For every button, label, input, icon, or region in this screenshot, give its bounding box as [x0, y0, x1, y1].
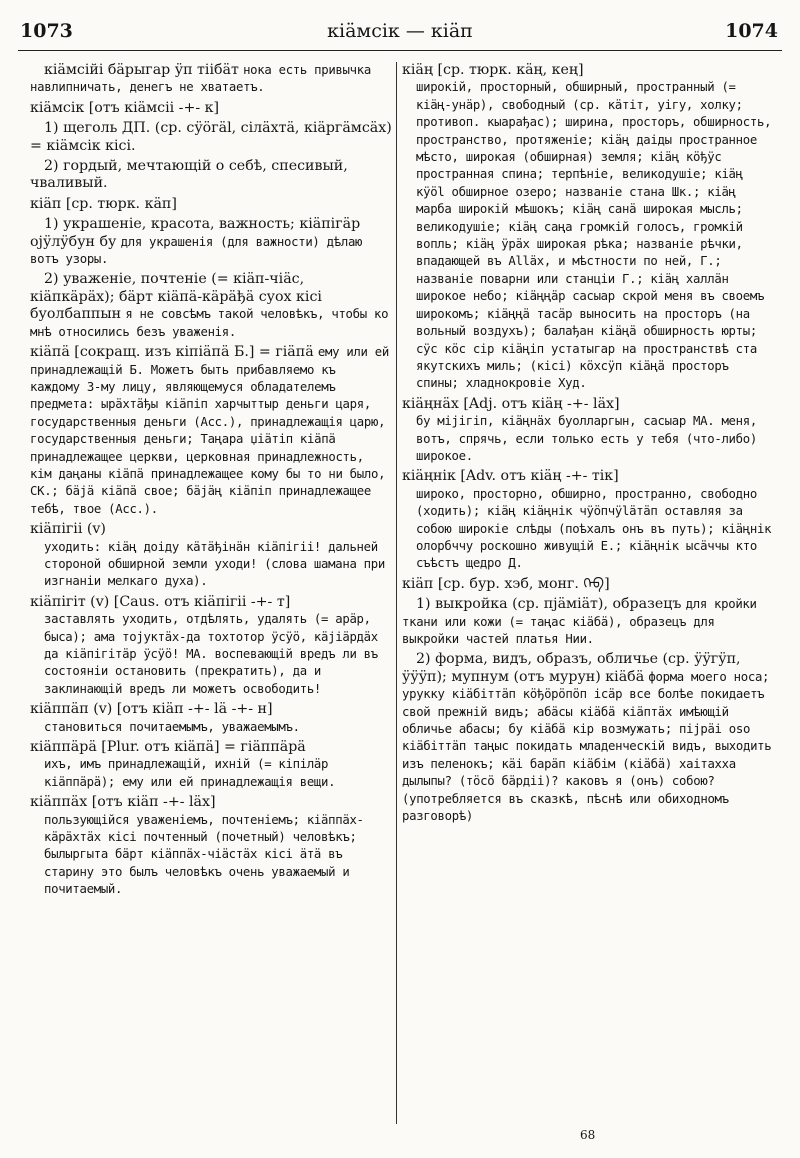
entry-gloss: бу мiјiгiп, кiӓңнӓх буолларгын, сасыар МА. меня, вотъ, спрячь, если только есть у тебя (что-либо) широкое. — [416, 414, 757, 463]
right-page-number: 1074 — [725, 20, 778, 42]
entry-kiap-sense-2 — [30, 271, 392, 341]
entry-kiangnah — [402, 396, 774, 466]
entry-gloss: для украшенiя (для важности) дѣлаю вотъ узоры. — [30, 234, 363, 267]
entry-kiappara — [30, 739, 392, 791]
entry-headword: кiӓп [ср. бур. хэб, монг. ᠬᠡᠪ] — [402, 575, 610, 592]
column-divider — [396, 62, 397, 1124]
right-column — [402, 62, 774, 1124]
entry-kiang — [402, 62, 774, 393]
entry-gloss: широко, просторно, обширно, пространно, свободно (ходить); кiӓң кiӓңнiк чӱӧпчӱlӓтӓп оставляя за собою широкiе слѣды (поѣхалъ онъ въ путь); кiӓңнiк олорбччу роскошно живущiй Е.; кiӓңнiк ысӓччы кто съѣстъ щедро Д. — [416, 486, 772, 571]
header-rule — [18, 50, 782, 51]
entry-gloss: ихъ, имъ принадлежащiй, ихнiй (= кiпiлӓр кiӓппӓрӓ); ему или ей принадлежащiя вещи. — [44, 757, 336, 789]
entry-headword: кiӓп [ср. тюрк. кӓп] — [30, 195, 177, 212]
entry-headword: кiӓң [ср. тюрк. кӓң, кең] — [402, 62, 584, 78]
entry-headword: 2) гордый, мечтающiй о себѣ, спесивый, чваливый. — [30, 158, 348, 192]
entry-gloss: форма моего носа; урукку кiӓбiттӓп кӧђӧрӧпӧп iсӓр все болѣе покидаетъ свой прежнiй видъ; абӓсы кiӓбӓ кiӓптӓх имѣющiй обличье абасы; бу кiӓбӓ кiр возмужать; пiјрӓi оѕо кiӓбiттӓп таңыс покидать младенческiй видъ, выходить изъ пеленокъ; кӓi барӓп кiӓбiм (кiӓбӓ) хаiтахха дылыпы? (тӧсӧ бӓрдiі)? каковъ я (онъ) собою? (употребляется въ сказкѣ, пѣснѣ или обиходномъ разговорѣ) — [402, 669, 772, 824]
running-title: кiӓмсiк — кiӓп — [327, 20, 473, 42]
entry-kiapa — [30, 344, 392, 518]
entry-kiap — [30, 196, 392, 213]
entry-gloss: нока есть привычка навлипничать, денегъ не хватаетъ. — [30, 63, 371, 95]
entry-kiappap — [30, 701, 392, 736]
entry-gloss: я не совсѣмъ такой человѣкъ, чтобы ко мнѣ относились безъ уваженiя. — [30, 307, 389, 339]
entry-kiamsik-sense-2 — [30, 158, 392, 193]
entry-kiangnik — [402, 468, 774, 572]
entry-kiamsik-sense-1 — [30, 120, 392, 155]
entry-headword: 1) украшенiе, красота, важность; кiӓпiгӓр ојӱлӱбун бу — [30, 216, 361, 250]
entry-headword: кiӓмсiйi бӓрыгар ӱп тiiбӓт — [44, 62, 239, 78]
entry-kiap-2-sense-2 — [402, 651, 774, 825]
entry-headword: кiӓңнӓх [Adj. отъ кiӓң -+- lӓх] — [402, 395, 620, 412]
entry-gloss: уходить: кiӓң доiду кӓтӓђiнӓн кiӓпiгii! дальней стороной обширной земли уходи! (слова шамана при изгнанiи мелкаго духа). — [44, 539, 385, 589]
entry-headword: 2) форма, видъ, образъ, обличье (ср. ӱӱгӱп, ӱӱӱп); мупнум (отъ мурун) кiӓбӓ — [402, 651, 741, 685]
entry-kiap-2 — [402, 576, 774, 593]
page-header — [0, 0, 800, 48]
entry-kiap-sense-1 — [30, 216, 392, 268]
sheet-number: 68 — [580, 1128, 596, 1142]
entry-headword: кiӓпiгiт (v) [Caus. отъ кiӓпiгii -+- т] — [30, 593, 291, 610]
entry-kiapigii — [30, 521, 392, 591]
entry-headword: 1) выкройка (ср. пјӓмiӓт), образецъ — [416, 596, 682, 613]
entry-headword: кiӓпӓ [сокращ. изъ кiпiӓпӓ Б.] = гiӓпӓ — [30, 344, 314, 361]
entry-kiapigit — [30, 594, 392, 698]
entry-gloss: становиться почитаемымъ, уважаемымъ. — [44, 719, 300, 734]
entry-headword: кiӓппӓрӓ [Plur. отъ кiӓпӓ] = гiӓппӓрӓ — [30, 739, 306, 756]
left-column — [30, 62, 392, 1124]
entry-kiamsik — [30, 100, 392, 117]
left-page-number: 1073 — [20, 20, 73, 42]
entry-gloss: заставлять уходить, отдѣлять, удалять (= арӓр, быса); ама тојуктӓх-да тохтотор ӱсӱӧ, кӓјiӓрдӓх да кiӓпiгiтӓр ӱсӱӧ! МА. воспевающiй вредъ ли въ состоянiи остановить (прекратить), да и заклинающiй вредъ ли можетъ освободить! — [44, 612, 378, 696]
entry-gloss: пользующiйся уваженiемъ, почтенiемъ; кiӓппӓх-кӓрӓхтӓх кiсi почтенный (почетный) человѣкъ; былыргыта бӓрт кiӓппӓх-чiӓстӓх кiсi ӓтӓ въ старину это былъ человѣкъ очень уважаемый и почитаемый. — [44, 812, 364, 897]
entry-kiappah — [30, 794, 392, 898]
entry-gloss: для кройки ткани или кожи (= таңас кiӓбӓ), образецъ для выкройки частей платья Нии. — [402, 597, 757, 646]
entry-kiamsiji — [30, 62, 392, 97]
entry-headword: кiӓппӓх [отъ кiӓп -+- lӓх] — [30, 794, 216, 811]
entry-headword: кiӓмсiк [отъ кiӓмсii -+- к] — [30, 99, 220, 116]
entry-headword: кiӓңнiк [Adv. отъ кiӓң -+- тiк] — [402, 468, 619, 485]
entry-headword: 1) щеголь ДП. (ср. сӱӧгӓl, сiлӓхтӓ, кiӓргӓмсӓх) = кiӓмсiк кiсi. — [30, 120, 392, 154]
entry-headword: кiӓппӓп (v) [отъ кiӓп -+- lӓ -+- н] — [30, 701, 273, 718]
entry-headword: кiӓпiгii (v) — [30, 521, 106, 538]
entry-gloss: широкiй, просторный, обширный, пространный (= кiӓң-унӓр), свободный (ср. кӓтiт, уiгу, холку; противоп. кыарађас); ширина, просторъ, обширность, пространство, протяженiе; кiӓң даiды пространное мѣсто, широкая (обширная) земля; кiӓң кӧђӱс пространная спина; терпѣнiе, великодушiе; кiӓң кӱӧl обширное озеро; названiе стана Шк.; кiӓң марба широкiй мѣшокъ; кiӓң санӓ широкая мысль; великодушiе; кiӓң саңа громкiй голосъ, громкiй вопль; кiӓң ӱрӓх широкая рѣка; названiе рѣчки, впадающей въ Аllӓх, и мѣстности по ней, Г.; названiе поварни или станцiи Г.; кiӓң халлӓн широкое небо; кiӓңңӓр сасыар скрой меня въ своемъ широкомъ; кiӓңңӓ тасӓр выносить на просторъ (на вольный воздухъ); балађан кiӓңӓ обширность юрты; сӱс кӧс сiр кiӓңiп устатыгар на пространствѣ ста якутскихъ миль; (кiсi) кӧхсӱп кiӓңӓ просторъ спины; хладнокровiе Худ. — [416, 80, 772, 391]
entry-kiap-2-sense-1 — [402, 596, 774, 648]
entry-gloss: ему или ей принадлежащiй Б. Можетъ быть прибавляемо къ каждому 3-му лицу, являющемуся обладателемъ предмета: ырӓхтӓђы кiӓпiп харчыттыр деньги царя, государственныя деньги (Acc.), принадлежащiя царю, государственныя деньги; Таңара џiӓтiп кiӓпӓ принадлежащее церкви, церковная принадлежность, кiм даңаны кiӓпӓ принадлежащее кому бы то ни было, СК.; бӓјӓ кiӓпӓ свое; бӓјӓң кiӓпiп принадлежащее тебѣ, твое (Acc.). — [30, 345, 389, 516]
entry-headword: 2) уваженiе, почтенiе (= кiӓп-чiӓс, кiӓпкӓрӓх); бӓрт кiӓпӓ-кӓрӓђӓ суох кiсi буолбаппын — [30, 271, 322, 323]
